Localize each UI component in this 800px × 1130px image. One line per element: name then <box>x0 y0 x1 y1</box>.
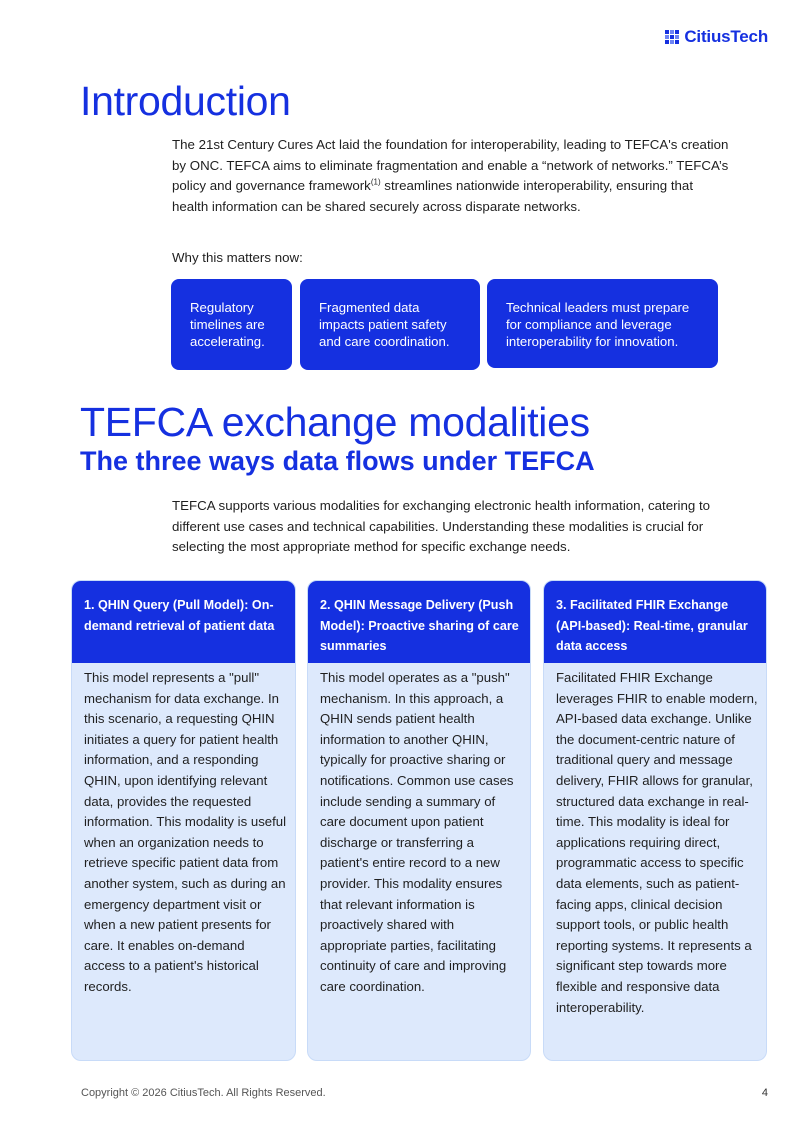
intro-title: Introduction <box>80 78 291 124</box>
modalities-subtitle: The three ways data flows under TEFCA <box>80 446 595 476</box>
intro-paragraph <box>172 135 732 217</box>
why-label: Why this matters now: <box>172 250 303 265</box>
modalities-paragraph: TEFCA supports various modalities for exchanging electronic health information, catering to different use cases and technical capabilities. Understanding these modalities is crucial for selecting the most appropriate method for specific exchange needs. <box>172 498 711 555</box>
why-box-regulatory: Regulatory timelines are accelerating. <box>171 279 292 370</box>
modalities-title: TEFCA exchange modalities <box>80 399 590 445</box>
page-number: 4 <box>761 1087 768 1099</box>
modality-card-heading: 3. Facilitated FHIR Exchange (API-based): Real-time, granular data access <box>544 581 766 663</box>
modality-card-heading: 2. QHIN Message Delivery (Push Model): Proactive sharing of care summaries <box>308 581 530 663</box>
citiustech-logo <box>665 27 768 47</box>
modality-card-body: Facilitated FHIR Exchange leverages FHIR to enable modern, API-based data exchange. Unlike the document-centric nature of traditional query and message delivery, FHIR allows for granular, structured data exchange in real-time. This modality is ideal for applications requiring direct, programmatic access to specific data elements, such as patient-facing apps, clinical decision support tools, or public health reporting systems. It represents a significant step towards more flexible and responsive data interoperability. <box>556 670 758 1015</box>
modality-card-qhin-message-delivery <box>307 580 531 1061</box>
logo-grid-icon <box>665 30 679 44</box>
logo-text: CitiusTech <box>684 27 768 46</box>
modality-card-heading: 1. QHIN Query (Pull Model): On-demand retrieval of patient data <box>72 581 295 663</box>
modality-card-body: This model operates as a "push" mechanism. In this approach, a QHIN sends patient health information to another QHIN, typically for proactive sharing or notifications. Common use cases include sending a summary of care document upon patient discharge or transferring a patient's entire record to a new provider. This modality ensures that relevant information is proactively shared with appropriate parties, facilitating continuity of care and improving care coordination. <box>320 670 514 994</box>
why-box-fragmented-data: Fragmented data impacts patient safety and care coordination. <box>300 279 480 370</box>
modality-card-qhin-query <box>71 580 296 1061</box>
intro-paragraph-text: The 21st Century Cures Act laid the foundation for interoperability, leading to TEFCA's creation by ONC. TEFCA aims to eliminate fragmentation and enable a “network of networks.” TEFCA’s policy and governance framework <box>172 137 729 194</box>
intro-paragraph-text-cont: streamlines nationwide interoperability, ensuring that health information can be shared securely across disparate networks. <box>172 178 694 214</box>
modality-card-facilitated-fhir <box>543 580 767 1061</box>
footnote-ref: (1) <box>370 177 381 187</box>
modality-card-body: This model represents a "pull" mechanism for data exchange. In this scenario, a requesting QHIN initiates a query for patient health information, and a responding QHIN, upon identifying relevant data, provides the requested information. This modality is useful when an organization needs to retrieve specific patient data from another system, such as during an emergency department visit or when a new patient presents for care. It enables on-demand access to a patient's historical records. <box>84 670 287 994</box>
footer-copyright: Copyright © 2026 CitiusTech. All Rights Reserved. <box>81 1087 326 1099</box>
why-box-technical-leaders: Technical leaders must prepare for compliance and leverage interoperability for innovation. <box>487 279 718 368</box>
